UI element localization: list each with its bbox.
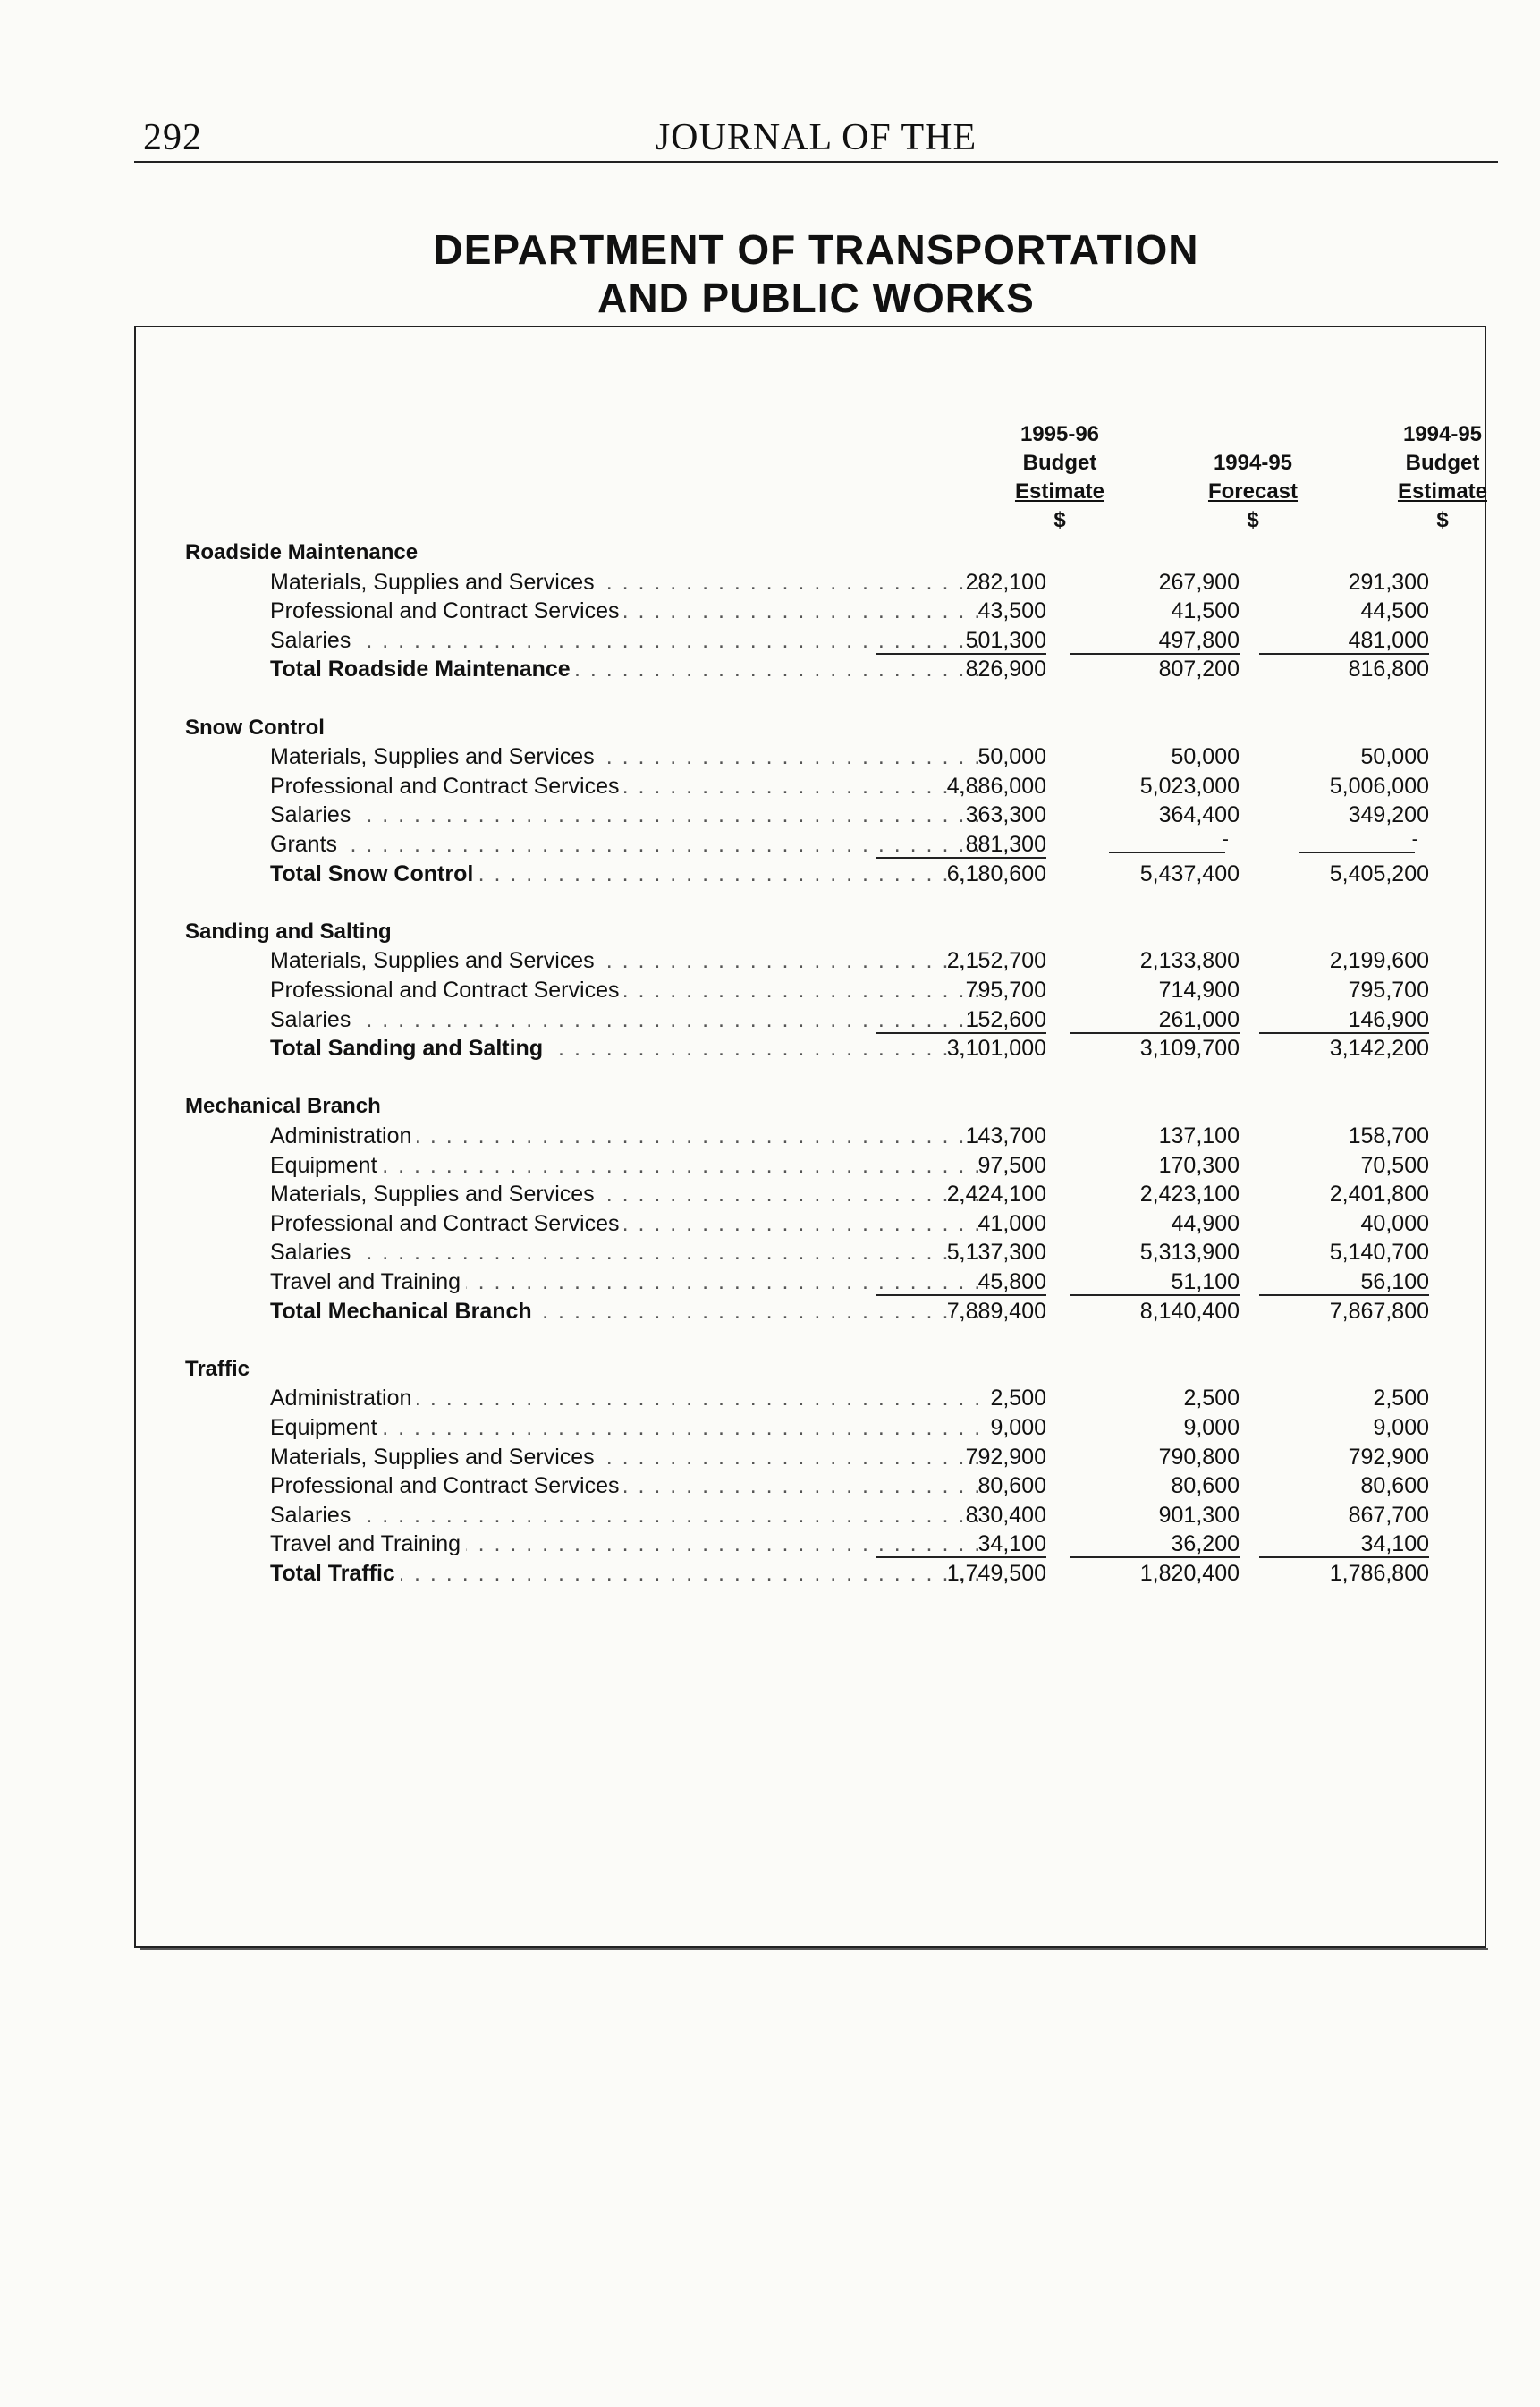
cell-value: 41,000	[977, 1211, 1046, 1236]
row-label-text: Total Traffic	[270, 1561, 401, 1586]
table-row	[136, 1180, 1485, 1208]
cell-value: 5,437,400	[1139, 861, 1240, 886]
cell-value: 881,300	[876, 830, 1046, 859]
cell-value: 50,000	[977, 744, 1046, 769]
cell-value: 34,100	[1259, 1530, 1429, 1558]
table-row	[136, 1471, 1485, 1500]
row-label-text: Salaries	[270, 628, 356, 653]
cell-value: 40,000	[1360, 1211, 1429, 1236]
column-header-unit: $	[1436, 508, 1449, 532]
row-label-text: Materials, Supplies and Services	[270, 744, 600, 769]
cell-value: 261,000	[1070, 1005, 1240, 1034]
cell-value: 7,867,800	[1329, 1299, 1429, 1324]
section-heading: Traffic	[185, 1357, 250, 1381]
cell-value: 43,500	[977, 598, 1046, 623]
total-row	[136, 655, 1485, 683]
cell-value: 50,000	[1171, 744, 1240, 769]
column-header-line: Estimate	[1014, 479, 1105, 504]
cell-value: 363,300	[965, 802, 1046, 827]
table-row	[136, 976, 1485, 1004]
running-head	[134, 114, 1498, 163]
column-header-line	[1163, 420, 1342, 449]
cell-value: 2,424,100	[946, 1182, 1046, 1207]
column-header-line: 1994-95	[1402, 422, 1483, 446]
table-box-shadow	[140, 1948, 1488, 1950]
cell-value: 4,886,000	[946, 774, 1046, 799]
row-label-text: Salaries	[270, 802, 356, 827]
cell-value: 267,900	[1158, 570, 1240, 595]
table-row	[136, 626, 1485, 655]
cell-value: 816,800	[1348, 657, 1429, 682]
cell-value: 80,600	[1360, 1473, 1429, 1498]
row-label-text: Travel and Training	[270, 1531, 466, 1556]
cell-value: 3,109,700	[1139, 1036, 1240, 1061]
table-row	[136, 1443, 1485, 1471]
cell-value: 34,100	[876, 1530, 1046, 1558]
row-label-text: Grants	[270, 832, 343, 857]
cell-value: 170,300	[1158, 1153, 1240, 1178]
cell-value: 56,100	[1259, 1267, 1429, 1296]
cell-value: 830,400	[965, 1503, 1046, 1528]
table-row	[136, 1384, 1485, 1412]
budget-table	[134, 326, 1486, 1948]
column-header-line: Estimate	[1397, 479, 1488, 504]
cell-value: 5,006,000	[1329, 774, 1429, 799]
row-label-text: Professional and Contract Services	[270, 598, 624, 623]
cell-value: 1,749,500	[946, 1561, 1046, 1586]
cell-value: 5,140,700	[1329, 1240, 1429, 1265]
row-label-text: Materials, Supplies and Services	[270, 570, 600, 595]
table-row	[136, 946, 1485, 975]
cell-value: 807,200	[1158, 657, 1240, 682]
column-header-1995-96-estimate	[970, 420, 1149, 535]
cell-value: 790,800	[1158, 1445, 1240, 1470]
table-row	[136, 742, 1485, 771]
table-row	[136, 1530, 1485, 1558]
cell-value: 50,000	[1360, 744, 1429, 769]
row-label-text: Professional and Contract Services	[270, 978, 624, 1003]
cell-value: 1,820,400	[1139, 1561, 1240, 1586]
cell-value: 6,180,600	[946, 861, 1046, 886]
row-label-text: Professional and Contract Services	[270, 774, 624, 799]
blank-value-dash: -	[1411, 827, 1418, 850]
cell-value: 795,700	[1348, 978, 1429, 1003]
row-label-text: Salaries	[270, 1240, 356, 1265]
row-label-text: Total Sanding and Salting	[270, 1036, 548, 1061]
cell-value: 795,700	[965, 978, 1046, 1003]
column-header-1994-95-estimate	[1353, 420, 1532, 535]
table-row	[136, 772, 1485, 801]
table-row	[136, 1501, 1485, 1530]
column-header-line: Budget	[1022, 451, 1097, 475]
cell-value: 152,600	[876, 1005, 1046, 1034]
total-row	[136, 860, 1485, 888]
cell-value: 2,500	[990, 1386, 1046, 1411]
row-label-text: Professional and Contract Services	[270, 1473, 624, 1498]
cell-value: 80,600	[977, 1473, 1046, 1498]
cell-value: 792,900	[1348, 1445, 1429, 1470]
cell-value: 282,100	[965, 570, 1046, 595]
cell-value: 714,900	[1158, 978, 1240, 1003]
cell-value: 2,500	[1373, 1386, 1429, 1411]
row-label-text: Total Mechanical Branch	[270, 1299, 537, 1324]
cell-value: 2,401,800	[1329, 1182, 1429, 1207]
table-row	[136, 1413, 1485, 1442]
row-label-text: Equipment	[270, 1415, 383, 1440]
cell-value: 9,000	[1183, 1415, 1240, 1440]
cell-value: 3,142,200	[1329, 1036, 1429, 1061]
column-header-line: 1994-95	[1213, 451, 1293, 475]
column-header-line: Forecast	[1207, 479, 1299, 504]
total-row	[136, 1034, 1485, 1063]
row-label-text: Materials, Supplies and Services	[270, 948, 600, 973]
table-row	[136, 801, 1485, 829]
cell-value: 349,200	[1348, 802, 1429, 827]
cell-value: 5,313,900	[1139, 1240, 1240, 1265]
row-label-text: Professional and Contract Services	[270, 1211, 624, 1236]
row-label-text: Materials, Supplies and Services	[270, 1445, 600, 1470]
cell-value: 97,500	[977, 1153, 1046, 1178]
section-heading: Snow Control	[185, 716, 325, 740]
cell-value: 80,600	[1171, 1473, 1240, 1498]
cell-value: 481,000	[1259, 626, 1429, 655]
row-label-text: Travel and Training	[270, 1269, 466, 1294]
page-title-line-1: DEPARTMENT OF TRANSPORTATION	[433, 226, 1199, 273]
row-label-text: Salaries	[270, 1503, 356, 1528]
cell-value: 44,500	[1360, 598, 1429, 623]
cell-value: 45,800	[876, 1267, 1046, 1296]
page-title-line-2: AND PUBLIC WORKS	[597, 275, 1035, 321]
cell-value: 41,500	[1171, 598, 1240, 623]
cell-value: 2,423,100	[1139, 1182, 1240, 1207]
cell-value: 2,500	[1183, 1386, 1240, 1411]
column-header-unit: $	[1053, 508, 1066, 532]
row-label-text: Total Roadside Maintenance	[270, 657, 576, 682]
cell-value: 5,023,000	[1139, 774, 1240, 799]
table-row	[136, 597, 1485, 625]
table-row	[136, 1151, 1485, 1180]
row-label-text: Salaries	[270, 1007, 356, 1032]
cell-value: 146,900	[1259, 1005, 1429, 1034]
row-label-text: Materials, Supplies and Services	[270, 1182, 600, 1207]
row-label-text: Administration	[270, 1123, 417, 1148]
cell-value: 2,133,800	[1139, 948, 1240, 973]
page-number: 292	[143, 117, 202, 158]
table-row	[136, 1209, 1485, 1238]
cell-value: 9,000	[1373, 1415, 1429, 1440]
cell-value: 364,400	[1158, 802, 1240, 827]
table-row	[136, 827, 1485, 859]
cell-value: 143,700	[965, 1123, 1046, 1148]
cell-value: 158,700	[1348, 1123, 1429, 1148]
section-heading: Roadside Maintenance	[185, 540, 419, 564]
cell-value: 497,800	[1070, 626, 1240, 655]
cell-value: 291,300	[1348, 570, 1429, 595]
cell-value: 5,405,200	[1329, 861, 1429, 886]
cell-value: 9,000	[990, 1415, 1046, 1440]
cell-value: 51,100	[1070, 1267, 1240, 1296]
cell-value: 1,786,800	[1329, 1561, 1429, 1586]
table-row	[136, 1267, 1485, 1296]
cell-value: 501,300	[876, 626, 1046, 655]
blank-value-line	[1109, 827, 1229, 853]
blank-value-dash: -	[1222, 827, 1229, 850]
cell-value: 2,199,600	[1329, 948, 1429, 973]
cell-value: 2,152,700	[946, 948, 1046, 973]
column-header-unit: $	[1247, 508, 1259, 532]
table-row	[136, 1238, 1485, 1267]
row-label-text: Total Snow Control	[270, 861, 478, 886]
table-row	[136, 1122, 1485, 1150]
row-label-text: Administration	[270, 1386, 417, 1411]
cell-value: 44,900	[1171, 1211, 1240, 1236]
table-row	[136, 1005, 1485, 1034]
journal-title: JOURNAL OF THE	[655, 117, 977, 158]
cell-value: 36,200	[1070, 1530, 1240, 1558]
column-header-line: Budget	[1405, 451, 1480, 475]
cell-value: 792,900	[965, 1445, 1046, 1470]
cell-value: 70,500	[1360, 1153, 1429, 1178]
total-row	[136, 1297, 1485, 1326]
cell-value: 8,140,400	[1139, 1299, 1240, 1324]
column-header-line: 1995-96	[1020, 422, 1100, 446]
cell-value: 901,300	[1158, 1503, 1240, 1528]
section-heading: Mechanical Branch	[185, 1094, 381, 1118]
cell-value: 826,900	[965, 657, 1046, 682]
table-row	[136, 568, 1485, 597]
cell-value: 7,889,400	[946, 1299, 1046, 1324]
cell-value: 3,101,000	[946, 1036, 1046, 1061]
cell-value: 137,100	[1158, 1123, 1240, 1148]
cell-value: 867,700	[1348, 1503, 1429, 1528]
total-row	[136, 1559, 1485, 1588]
column-header-1994-95-forecast	[1163, 420, 1342, 535]
blank-value-line	[1299, 827, 1418, 853]
section-heading: Sanding and Salting	[185, 920, 392, 944]
cell-value: 5,137,300	[946, 1240, 1046, 1265]
row-label-text: Equipment	[270, 1153, 383, 1178]
